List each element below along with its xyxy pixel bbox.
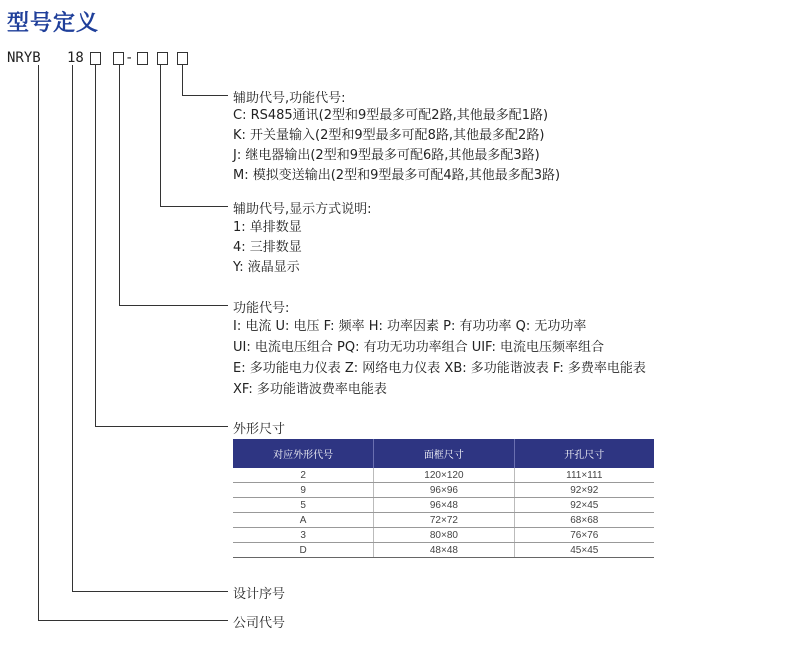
aux-display-line: 1: 单排数显 (233, 220, 302, 235)
size-table (233, 439, 654, 558)
aux-function-line: C: RS485通讯(2型和9型最多可配2路,其他最多配1路) (233, 108, 549, 123)
aux-display-line: 4: 三排数显 (233, 240, 302, 255)
cell-frame-size: 48×48 (374, 543, 514, 558)
function-code-line: UI: 电流电压组合 PQ: 有功无功功率组合 UIF: 电流电压频率组合 (233, 340, 605, 355)
function-code-line: I: 电流 U: 电压 F: 频率 H: 功率因素 P: 有功功率 Q: 无功功率 (233, 319, 587, 334)
aux-function-heading: 辅助代号,功能代号: (233, 91, 346, 106)
cell-cutout-size: 111×111 (514, 468, 654, 483)
page-title: 型号定义 (7, 11, 100, 36)
table-row (233, 513, 654, 528)
model-prefix: NRYB (7, 50, 41, 66)
function-code-line: E: 多功能电力仪表 Z: 网络电力仪表 XB: 多功能谐波表 F: 多费率电能表 (233, 361, 646, 376)
cell-frame-size: 96×96 (374, 483, 514, 498)
function-code-heading: 功能代号: (233, 301, 290, 316)
cell-cutout-size: 45×45 (514, 543, 654, 558)
cell-frame-size: 96×48 (374, 498, 514, 513)
cell-frame-size: 72×72 (374, 513, 514, 528)
function-code-line: XF: 多功能谐波费率电能表 (233, 382, 387, 397)
connector-company-code (39, 65, 229, 621)
connector-shape-size (96, 65, 229, 427)
table-row (233, 498, 654, 513)
cell-shape-code: A (233, 513, 374, 528)
cell-frame-size: 80×80 (374, 528, 514, 543)
connector-aux-function (183, 65, 229, 96)
aux-display-line: Y: 液晶显示 (233, 260, 300, 275)
table-row (233, 528, 654, 543)
aux-function-line: K: 开关量输入(2型和9型最多可配8路,其他最多配2路) (233, 128, 545, 143)
design-serial-heading: 设计序号 (233, 587, 286, 602)
cell-shape-code: 2 (233, 468, 374, 483)
cell-shape-code: 3 (233, 528, 374, 543)
cell-cutout-size: 68×68 (514, 513, 654, 528)
aux-function-line: J: 继电器输出(2型和9型最多可配6路,其他最多配3路) (233, 148, 540, 163)
cell-cutout-size: 76×76 (514, 528, 654, 543)
table-header-row (233, 439, 654, 468)
column-header-shape-code: 对应外形代号 (233, 439, 374, 468)
cell-frame-size: 120×120 (374, 468, 514, 483)
aux-function-line: M: 模拟变送输出(2型和9型最多可配4路,其他最多配3路) (233, 168, 561, 183)
connector-aux-display (161, 65, 229, 207)
cell-shape-code: 9 (233, 483, 374, 498)
cell-cutout-size: 92×92 (514, 483, 654, 498)
table-row (233, 483, 654, 498)
cell-shape-code: D (233, 543, 374, 558)
shape-size-heading: 外形尺寸 (233, 422, 286, 437)
cell-shape-code: 5 (233, 498, 374, 513)
column-header-cutout-size: 开孔尺寸 (514, 439, 654, 468)
model-number: 18 (67, 50, 84, 66)
company-code-heading: 公司代号 (233, 616, 286, 631)
model-dash: - (125, 50, 134, 66)
aux-display-heading: 辅助代号,显示方式说明: (233, 202, 372, 217)
cell-cutout-size: 92×45 (514, 498, 654, 513)
connector-function-code (120, 65, 229, 306)
table-row (233, 468, 654, 483)
table-row (233, 543, 654, 558)
column-header-frame-size: 面框尺寸 (374, 439, 514, 468)
